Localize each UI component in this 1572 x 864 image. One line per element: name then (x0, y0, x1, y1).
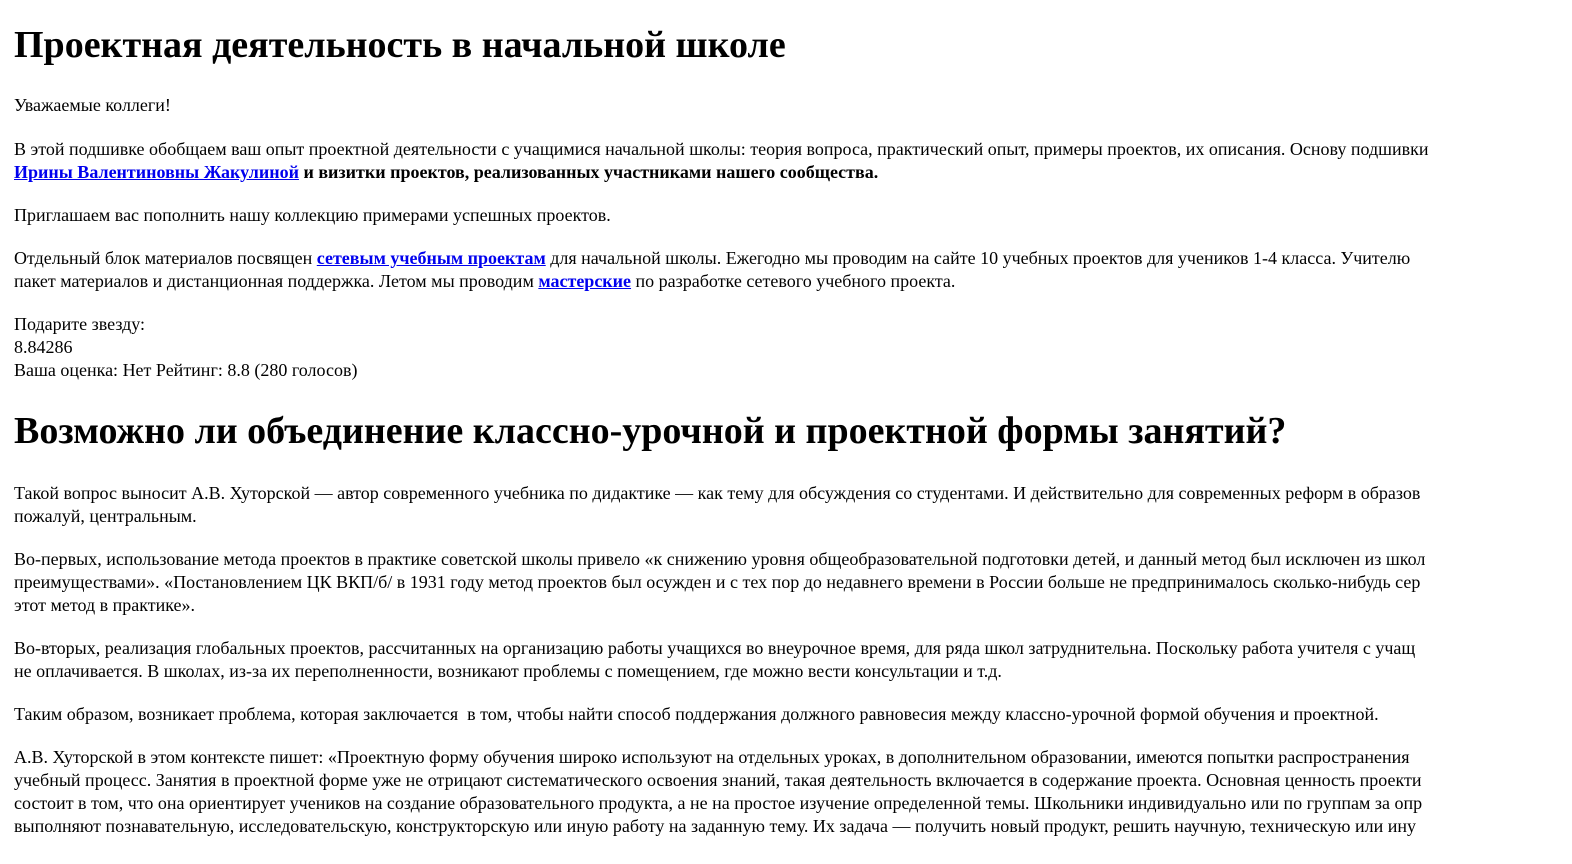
paragraph-5-line-4: выполняют познавательную, исследовательскую, конструкторскую или иную работу на заданную тему. Их задача — получить новый продукт, решить научную, техническую или ину (14, 816, 1416, 836)
paragraph-5-line-3: состоит в том, что она ориентирует учеников на создание образовательного продукта, а не на простое изучение определенной темы. Школьники индивидуально или по группам за опр (14, 793, 1423, 813)
network-line2-before: пакет материалов и дистанционная поддержка. Летом мы проводим (14, 271, 539, 291)
paragraph-3-line-2: не оплачивается. В школах, из-за их переполненности, возникают проблемы с помещением, где можно вести консультации и т.д. (14, 661, 1002, 681)
rating-prompt: Подарите звезду: (14, 314, 146, 334)
paragraph-2-line-2: преимуществами». «Постановлением ЦК ВКП/б/ в 1931 году метод проектов был осужден и с тех пор до недавнего времени в России больше не предпринималось сколько-нибудь сер (14, 572, 1421, 592)
rating-summary: Ваша оценка: Нет Рейтинг: 8.8 (280 голосов) (14, 360, 358, 380)
rating-score: 8.84286 (14, 337, 73, 357)
network-line-2 (14, 270, 955, 293)
intro-line-2 (14, 161, 878, 184)
network-line-1 (14, 247, 1410, 270)
paragraph-2-line-3: этот метод в практике». (14, 595, 196, 615)
paragraph-2-line-1: Во-первых, использование метода проектов в практике советской школы привело «к снижению уровня общеобразовательной подготовки детей, и данный метод был исключен из школ (14, 549, 1426, 569)
network-projects-link[interactable]: сетевым учебным проектам (316, 248, 546, 268)
intro-bold-text: и визитки проектов, реализованных участниками нашего сообщества. (298, 162, 879, 182)
network-text-before: Отдельный блок материалов посвящен (14, 248, 317, 268)
greeting-text: Уважаемые коллеги! (14, 95, 171, 115)
paragraph-1-line-1: Такой вопрос выносит А.В. Хуторской — автор современного учебника по дидактике — как тему для обсуждения со студентами. И действительно для современных реформ в образов (14, 483, 1421, 503)
paragraph-5-line-2: учебный процесс. Занятия в проектной форме уже не отрицают систематического освоения знаний, такая деятельность включается в содержание проекта. Основная ценность проекти (14, 770, 1422, 790)
paragraph-4-line-1: Таким образом, возникает проблема, которая заключается в том, чтобы найти способ поддержания должного равновесия между классно-урочной формой обучения и проектной. (14, 704, 1379, 724)
workshops-link[interactable]: мастерские (538, 271, 632, 291)
intro-line-1: В этой подшивке обобщаем ваш опыт проектной деятельности с учащимися начальной школы: теория вопроса, практический опыт, примеры проектов, их описания. Основу подшивки (14, 139, 1429, 159)
network-line2-after: по разработке сетевого учебного проекта. (631, 271, 956, 291)
page-title: Проектная деятельность в начальной школе (14, 24, 786, 66)
invite-text: Приглашаем вас пополнить нашу коллекцию примерами успешных проектов. (14, 205, 611, 225)
author-link[interactable]: Ирины Валентиновны Жакулиной (14, 162, 299, 182)
paragraph-3-line-1: Во-вторых, реализация глобальных проектов, рассчитанных на организацию работы учащихся во внеурочное время, для ряда школ затруднительна. Поскольку работа учителя с учащ (14, 638, 1416, 658)
paragraph-1-line-2: пожалуй, центральным. (14, 506, 197, 526)
section-title: Возможно ли объединение классно-урочной и проектной формы занятий? (14, 410, 1287, 452)
paragraph-5-line-1: А.В. Хуторской в этом контексте пишет: «Проектную форму обучения широко используют на отдельных уроках, в дополнительном образовании, имеются попытки распространения (14, 747, 1410, 767)
network-text-after: для начальной школы. Ежегодно мы проводим на сайте 10 учебных проектов для учеников 1-4 класса. Учителю (545, 248, 1411, 268)
